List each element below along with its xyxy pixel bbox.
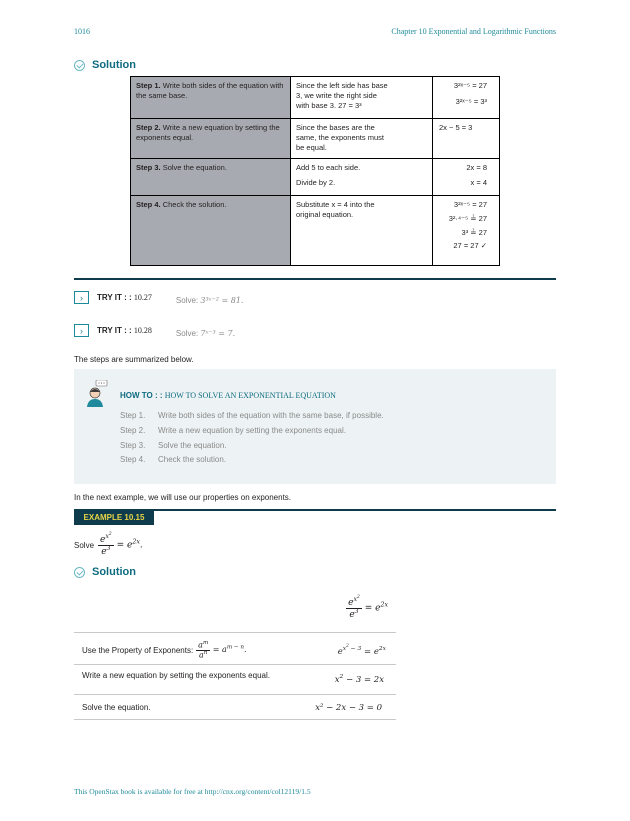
person-icon (84, 380, 108, 408)
check-circle-icon (74, 60, 85, 71)
explanation-cell: Substitute x = 4 into the original equation. (291, 196, 433, 266)
howto-step: Step 4. Check the solution. (120, 455, 227, 464)
chevron-right-icon[interactable]: › (74, 324, 89, 337)
howto-step: Step 1. Write both sides of the equation with the same base, if possible. (120, 411, 384, 420)
table-row: Solve the equation. x² − 2x − 3 = 0 (74, 694, 396, 720)
step-cell: Step 3. Solve the equation. (131, 159, 291, 196)
try-it-10-27[interactable]: › TRY IT : : 10.27 Solve: 3³ˣ⁻² = 81. (74, 290, 243, 305)
explanation-cell: Since the bases are the same, the exponents must be equal. (291, 119, 433, 159)
step-cell: Step 2. Write a new equation by setting the exponents equal. (131, 119, 291, 159)
chapter-title: Chapter 10 Exponential and Logarithmic Functions (391, 27, 556, 36)
chevron-right-icon[interactable]: › (74, 291, 89, 304)
howto-step: Step 3. Solve the equation. (120, 441, 227, 450)
howto-title: HOW TO : : HOW TO SOLVE AN EXPONENTIAL EQUATION (120, 391, 336, 400)
math-cell: 2x − 5 = 3 (433, 119, 500, 159)
step-cell: Step 4. Check the solution. (131, 196, 291, 266)
try-it-10-28[interactable]: › TRY IT : : 10.28 Solve: 7ˣ⁻³ = 7. (74, 323, 235, 338)
explanation-cell: Add 5 to each side. Divide by 2. (291, 159, 433, 196)
table-row (131, 196, 500, 266)
section-divider (74, 278, 556, 280)
solution-heading: Solution (74, 566, 136, 578)
example-problem: Solve $\frac{e^{x^2}}{e^3}$ = $e^{2x}$. (74, 532, 143, 558)
table-row (131, 119, 500, 159)
math-expression: $\frac{e^{x^2}}{e^3}$ = $e^{2x}$ (348, 595, 388, 621)
math-cell: 3²ˣ⁻⁵ = 27 3²·⁴⁻⁵ ≟ 27 3³ ≟ 27 27 = 27 ✓ (433, 196, 500, 266)
howto-box (74, 369, 556, 484)
table-row: Write a new equation by setting the exponents equal. $x^2 - 3 = 2x$ (74, 664, 396, 694)
check-circle-icon (74, 567, 85, 578)
table-row (131, 77, 500, 119)
example-tab: EXAMPLE 10.15 (74, 510, 154, 525)
howto-step: Step 2. Write a new equation by setting the exponents equal. (120, 426, 346, 435)
summary-sentence: The steps are summarized below. (74, 355, 194, 364)
solution-heading: Solution (74, 59, 136, 71)
math-cell: 3²ˣ⁻⁵ = 27 3²ˣ⁻⁵ = 3³ (433, 77, 500, 119)
table-row: Use the Property of Exponents: $\frac{a^m}{a^n}$ = $a^{m - n}$. $e^{x^2 - 3} = e^{2x}$ (74, 632, 396, 664)
next-example-sentence: In the next example, we will use our properties on exponents. (74, 493, 292, 502)
table-row (131, 159, 500, 196)
page-number: 1016 (74, 27, 90, 36)
footer-text: This OpenStax book is available for free at http://cnx.org/content/col12119/1.5 (74, 787, 311, 796)
explanation-cell: Since the left side has base 3, we write the right side with base 3. 27 = 3³ (291, 77, 433, 119)
steps-table (130, 76, 500, 266)
math-cell: 2x = 8 x = 4 (433, 159, 500, 196)
step-cell: Step 1. Write both sides of the equation with the same base. (131, 77, 291, 119)
